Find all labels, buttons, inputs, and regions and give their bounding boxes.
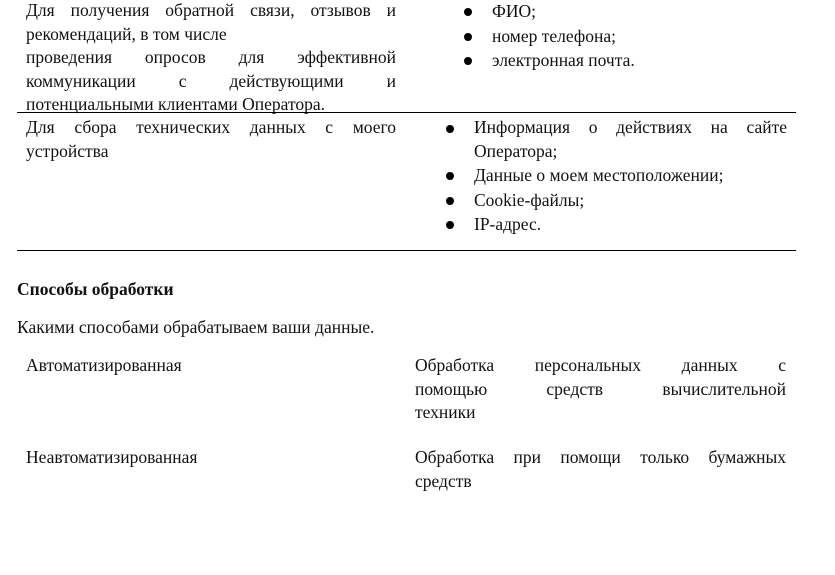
list-item (446, 212, 787, 237)
method-description (415, 354, 786, 425)
method-name: Неавтоматизированная (26, 447, 198, 467)
list-item: номер телефона; (464, 24, 794, 49)
purpose-line: проведения опросов для эффективной (26, 47, 396, 67)
description-line: Обработка персональных данных с (415, 355, 786, 375)
purpose-line: устройства (26, 140, 109, 161)
section-intro: Какими способами обрабатываем ваши данные. (17, 317, 375, 337)
list-item: ФИО; (464, 0, 794, 24)
list-item-text: Cookie-файлы; (474, 189, 585, 210)
bullet-icon (446, 172, 454, 180)
feedback-data-list (464, 0, 794, 73)
bullet-icon (464, 57, 472, 65)
table-divider (17, 250, 796, 251)
list-item: электронная почта. (464, 48, 794, 73)
table-row-feedback-purpose (26, 0, 396, 117)
list-item (446, 163, 787, 188)
list-item-text: Данные о моем местоположении; (474, 165, 724, 185)
purpose-line: рекомендаций, в том числе (26, 23, 227, 44)
bullet-icon (446, 125, 454, 133)
list-item-text: IP-адрес. (474, 214, 542, 234)
description-line: средств (415, 470, 472, 491)
description-line: помощью средств вычислительной (415, 378, 786, 399)
purpose-line: потенциальными клиентами Оператора. (26, 94, 326, 114)
purpose-line: Для получения обратной связи, отзывов и (26, 0, 396, 20)
bullet-icon (464, 33, 472, 41)
method-description (415, 446, 786, 493)
description-line: техники (415, 402, 476, 422)
list-item-text: Информация о действиях на сайте (474, 117, 787, 137)
purpose-line: Для сбора технических данных с моего (26, 117, 396, 137)
purpose-line: коммуникации с действующими и (26, 70, 396, 91)
method-name: Автоматизированная (26, 355, 182, 375)
bullet-icon (446, 221, 454, 229)
table-divider (17, 112, 796, 113)
table-row-technical-purpose (26, 116, 396, 163)
list-item (446, 188, 787, 213)
section-heading: Способы обработки (17, 279, 174, 299)
bullet-icon (464, 8, 472, 16)
list-item-text: Оператора; (474, 140, 558, 161)
list-item (446, 116, 787, 163)
description-line: Обработка при помощи только бумажных (415, 447, 786, 467)
bullet-icon (446, 197, 454, 205)
technical-data-list (446, 116, 787, 237)
